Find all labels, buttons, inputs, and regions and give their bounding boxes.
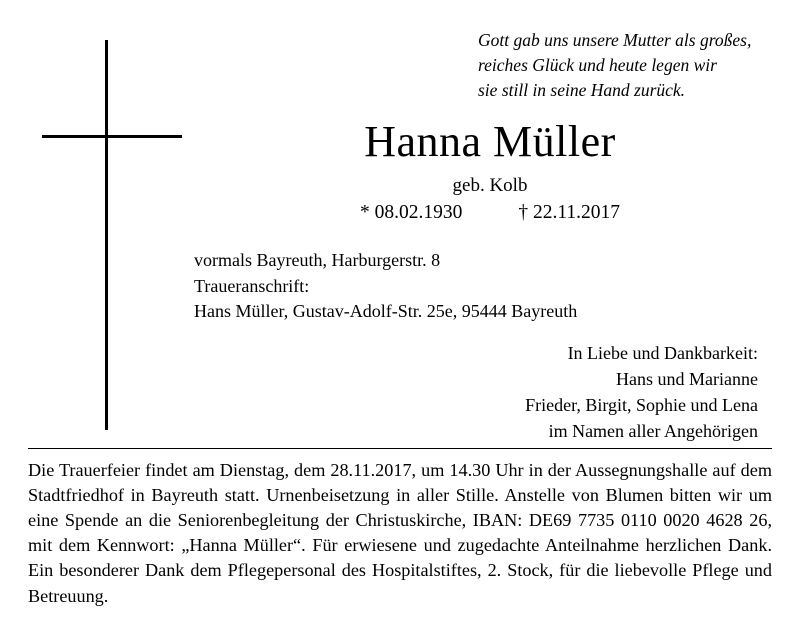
memorial-verse — [478, 28, 788, 103]
former-address: vormals Bayreuth, Harburgerstr. 8 — [194, 250, 441, 270]
verse-line-2: reiches Glück und heute legen wir — [478, 54, 717, 75]
family-line-1: Hans und Marianne — [616, 369, 758, 390]
cross-vertical-bar — [105, 40, 108, 430]
verse-line-3: sie still in seine Hand zurück. — [478, 79, 686, 100]
birth-date: * 08.02.1930 — [359, 202, 463, 223]
funeral-details-paragraph: Die Trauerfeier findet am Dienstag, dem 28.11.2017, um 14.30 Uhr in der Aussegnungshalle auf dem Stadtfriedhof in Bayreuth statt. Urnenbeisetzung in aller Stille. Anstelle von Blumen bitten wir um eine Spende an die Seniorenbegleitung der Christuskirche, IBAN: DE69 7735 0110 0020 4628 26, mit dem Kennwort: „Hanna Müller“. Für erwiesene und zugedachte Anteilnahme herzlichen Dank. Ein besonderer Dank dem Pflegepersonal des Hospitalstiftes, 2. Stock, für die liebevolle Pflege und Betreuung. — [28, 460, 772, 606]
condolence-address-label: Traueranschrift: — [194, 275, 310, 296]
death-date: † 22.11.2017 — [518, 202, 621, 223]
cross-horizontal-bar — [42, 135, 182, 138]
horizontal-divider — [28, 448, 772, 449]
christian-cross-icon — [42, 40, 182, 430]
deceased-name: Hanna Müller — [364, 117, 616, 166]
family-block — [338, 340, 758, 444]
address-block — [194, 248, 714, 325]
family-line-2: Frieder, Birgit, Sophie und Lena — [525, 395, 758, 416]
family-line-3: im Namen aller Angehörigen — [548, 421, 758, 442]
funeral-details-text — [28, 458, 772, 609]
family-heading: In Liebe und Dankbarkeit: — [567, 343, 758, 363]
verse-line-1: Gott gab uns unsere Mutter als großes, — [478, 30, 752, 50]
deceased-maiden-name: geb. Kolb — [452, 175, 528, 196]
condolence-address: Hans Müller, Gustav-Adolf-Str. 25e, 95444 Bayreuth — [194, 301, 578, 322]
deceased-dates — [190, 202, 790, 224]
